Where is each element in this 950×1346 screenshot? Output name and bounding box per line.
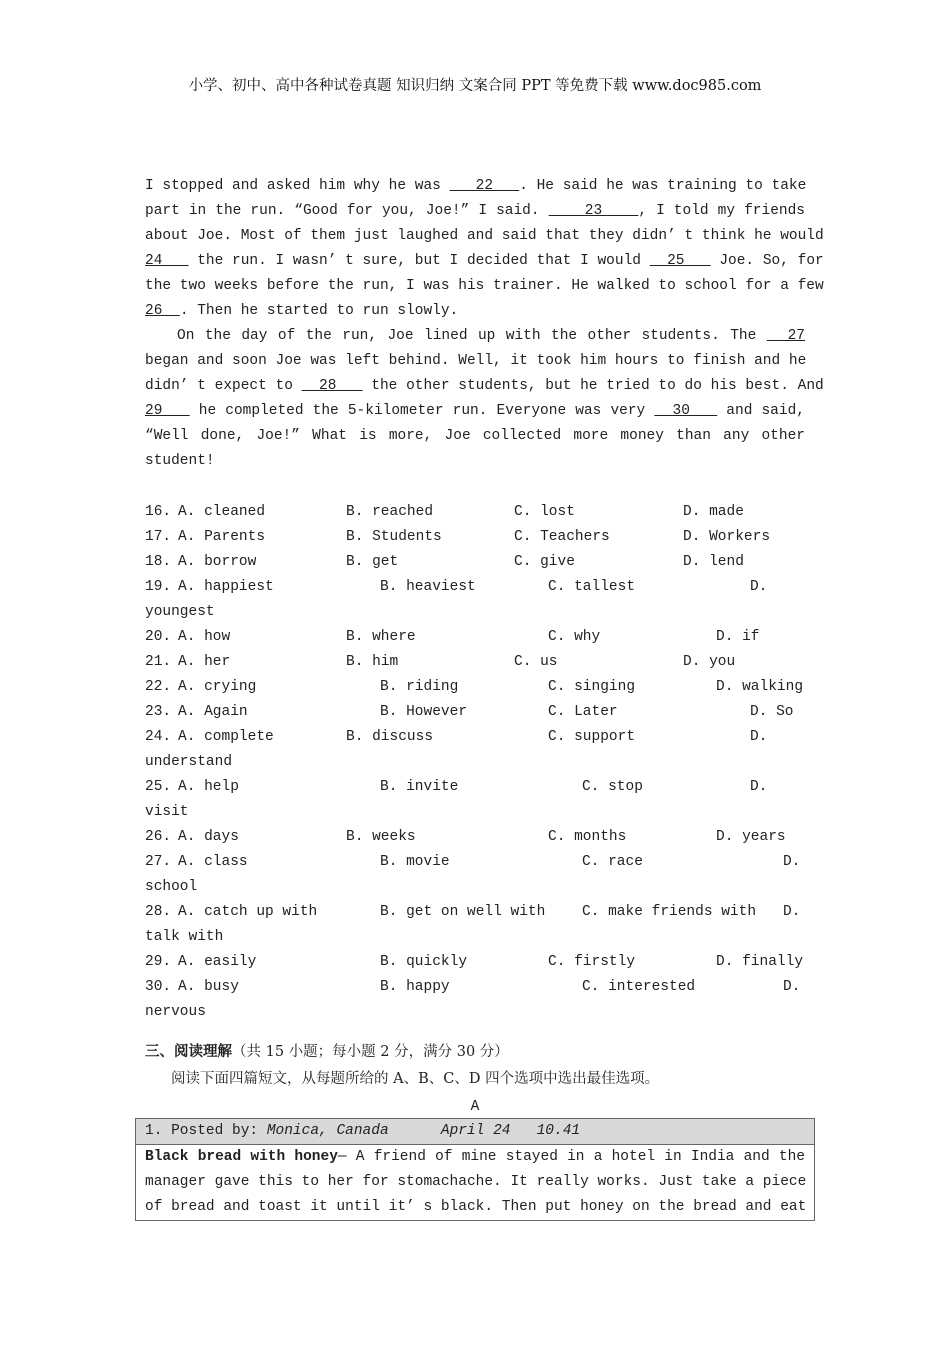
option-a: A. borrow — [178, 554, 257, 570]
section-note: （共 15 小题；每小题 2 分，满分 30 分） — [232, 1044, 509, 1060]
option-text: visit — [145, 804, 189, 820]
option-c: C. tallest — [548, 579, 636, 595]
post-date: April 24 10.41 — [440, 1123, 581, 1139]
passage-text: the run. I wasn’ t sure, but I decided that I would — [188, 253, 650, 269]
option-d: D. you — [683, 654, 736, 670]
post-line: of bread and toast it until it’ s black. Then put honey on the bread and eat — [145, 1199, 807, 1215]
option-text: youngest — [145, 604, 215, 620]
answer-blank: 30 — [654, 403, 718, 419]
option-text: understand — [145, 754, 233, 770]
answer-blank: 25 — [649, 253, 711, 269]
option-text: school — [145, 879, 198, 895]
option-b: B. weeks — [346, 829, 416, 845]
option-letter: D. — [750, 579, 768, 595]
passage-text: he completed the 5-kilometer run. Everyone was very — [189, 403, 655, 419]
option-a: A. class — [178, 854, 248, 870]
option-text: talk with — [145, 929, 224, 945]
option-d: D. years — [716, 829, 786, 845]
option-c: C. why — [548, 629, 601, 645]
passage-text: the two weeks before the run, I was his trainer. He walked to school for a few — [145, 278, 824, 294]
option-a: A. happiest — [178, 579, 274, 595]
question-number: 23. — [145, 704, 172, 720]
passage-text: . He said he was training to take — [519, 178, 807, 194]
option-c: C. firstly — [548, 954, 636, 970]
option-a: A. complete — [178, 729, 274, 745]
answer-blank: 24 — [145, 253, 189, 269]
option-c: C. us — [514, 654, 558, 670]
option-a: A. Again — [178, 704, 248, 720]
option-b: B. discuss — [346, 729, 434, 745]
passage-text: the other students, but he tried to do his best. And — [362, 378, 824, 394]
option-letter: D. — [783, 904, 801, 920]
question-number: 29. — [145, 954, 172, 970]
section-title: 三、阅读理解 — [145, 1044, 232, 1060]
answer-blank: 29 — [145, 403, 190, 419]
option-a: A. catch up with — [178, 904, 318, 920]
option-a: A. how — [178, 629, 231, 645]
passage-line — [145, 424, 805, 449]
passage-line — [145, 324, 805, 349]
passage-text: didn’ t expect to — [145, 378, 302, 394]
option-b: B. However — [380, 704, 468, 720]
question-number: 26. — [145, 829, 172, 845]
post-author: Monica, Canada — [266, 1123, 389, 1139]
answer-blank: 26 — [145, 303, 180, 319]
post-header — [136, 1119, 814, 1145]
option-b: B. Students — [346, 529, 442, 545]
site-header: 小学、初中、高中各种试卷真题 知识归纳 文案合同 PPT 等免费下载 www.doc985.com — [188, 78, 762, 94]
passage-line — [145, 299, 805, 324]
answer-blank: 28 — [301, 378, 363, 394]
question-number: 25. — [145, 779, 172, 795]
option-c: C. lost — [514, 504, 575, 520]
question-number: 28. — [145, 904, 172, 920]
question-number: 22. — [145, 679, 172, 695]
passage-text: . Then he started to run slowly. — [179, 303, 459, 319]
passage-text: I stopped and asked him why he was — [145, 178, 450, 194]
passage-line — [145, 349, 805, 374]
passage-text: part in the run. “Good for you, Joe!” I said. — [145, 203, 549, 219]
option-a: A. days — [178, 829, 239, 845]
option-b: B. heaviest — [380, 579, 476, 595]
option-d: D. So — [750, 704, 794, 720]
option-b: B. movie — [380, 854, 450, 870]
passage-line — [145, 274, 824, 299]
passage-text: and said, — [717, 403, 805, 419]
part-label: A — [470, 1099, 480, 1115]
option-b: B. invite — [380, 779, 459, 795]
passage-text: began and soon Joe was left behind. Well, it took him hours to finish and he — [145, 353, 807, 369]
option-letter: D. — [750, 729, 768, 745]
post-body — [136, 1145, 814, 1220]
passage-text: , I told my friends — [638, 203, 805, 219]
option-d: D. walking — [716, 679, 804, 695]
option-c: C. interested — [582, 979, 696, 995]
option-b: B. him — [346, 654, 399, 670]
section-heading — [145, 1040, 509, 1065]
answer-blank: 22 — [449, 178, 520, 194]
answer-blank: 27 — [766, 328, 806, 344]
option-text: nervous — [145, 1004, 206, 1020]
answer-blank: 23 — [548, 203, 639, 219]
option-a: A. easily — [178, 954, 257, 970]
option-a: A. help — [178, 779, 239, 795]
option-b: B. happy — [380, 979, 450, 995]
option-b: B. get — [346, 554, 399, 570]
option-a: A. cleaned — [178, 504, 266, 520]
option-c: C. make friends with — [582, 904, 757, 920]
option-b: B. where — [346, 629, 416, 645]
cloze-passage — [145, 174, 824, 474]
option-c: C. give — [514, 554, 575, 570]
option-c: C. support — [548, 729, 636, 745]
question-number: 21. — [145, 654, 172, 670]
question-number: 27. — [145, 854, 172, 870]
option-a: A. her — [178, 654, 231, 670]
option-d: D. finally — [716, 954, 804, 970]
passage-text: student! — [145, 453, 215, 469]
passage-text: Joe. So, for — [710, 253, 824, 269]
option-a: A. busy — [178, 979, 239, 995]
section-instruction: 阅读下面四篇短文，从每题所给的 A、B、C、D 四个选项中选出最佳选项。 — [171, 1071, 660, 1087]
option-c: C. race — [582, 854, 643, 870]
question-number: 16. — [145, 504, 172, 520]
option-c: C. months — [548, 829, 627, 845]
option-d: D. lend — [683, 554, 744, 570]
passage-line — [145, 399, 805, 424]
question-number: 17. — [145, 529, 172, 545]
option-c: C. Teachers — [514, 529, 610, 545]
question-number: 24. — [145, 729, 172, 745]
question-number: 20. — [145, 629, 172, 645]
option-d: D. Workers — [683, 529, 771, 545]
post-prefix: 1. Posted by: — [145, 1123, 267, 1139]
passage-line — [145, 249, 824, 274]
option-c: C. Later — [548, 704, 618, 720]
passage-text: On the day of the run, Joe lined up with the other students. The — [177, 328, 767, 344]
post-table — [135, 1118, 815, 1221]
passage-line — [145, 374, 824, 399]
passage-line — [145, 199, 805, 224]
option-c: C. stop — [582, 779, 643, 795]
option-d: D. if — [716, 629, 760, 645]
option-letter: D. — [750, 779, 768, 795]
passage-line — [145, 449, 805, 474]
question-number: 18. — [145, 554, 172, 570]
passage-line — [145, 224, 824, 249]
option-c: C. singing — [548, 679, 636, 695]
post-title: Black bread with honey — [145, 1149, 338, 1165]
option-b: B. quickly — [380, 954, 468, 970]
question-number: 30. — [145, 979, 172, 995]
option-d: D. made — [683, 504, 744, 520]
post-line: manager gave this to her for stomachache. It really works. Just take a piece — [145, 1174, 807, 1190]
option-letter: D. — [783, 979, 801, 995]
post-line: — A friend of mine stayed in a hotel in India and the — [337, 1149, 805, 1165]
passage-text: “Well done, Joe!” What is more, Joe collected more money than any other — [145, 428, 805, 444]
passage-text: about Joe. Most of them just laughed and said that they didn’ t think he would — [145, 228, 824, 244]
option-b: B. riding — [380, 679, 459, 695]
option-a: A. Parents — [178, 529, 266, 545]
option-letter: D. — [783, 854, 801, 870]
question-number: 19. — [145, 579, 172, 595]
option-b: B. reached — [346, 504, 434, 520]
passage-line — [145, 174, 805, 199]
option-a: A. crying — [178, 679, 257, 695]
option-b: B. get on well with — [380, 904, 546, 920]
